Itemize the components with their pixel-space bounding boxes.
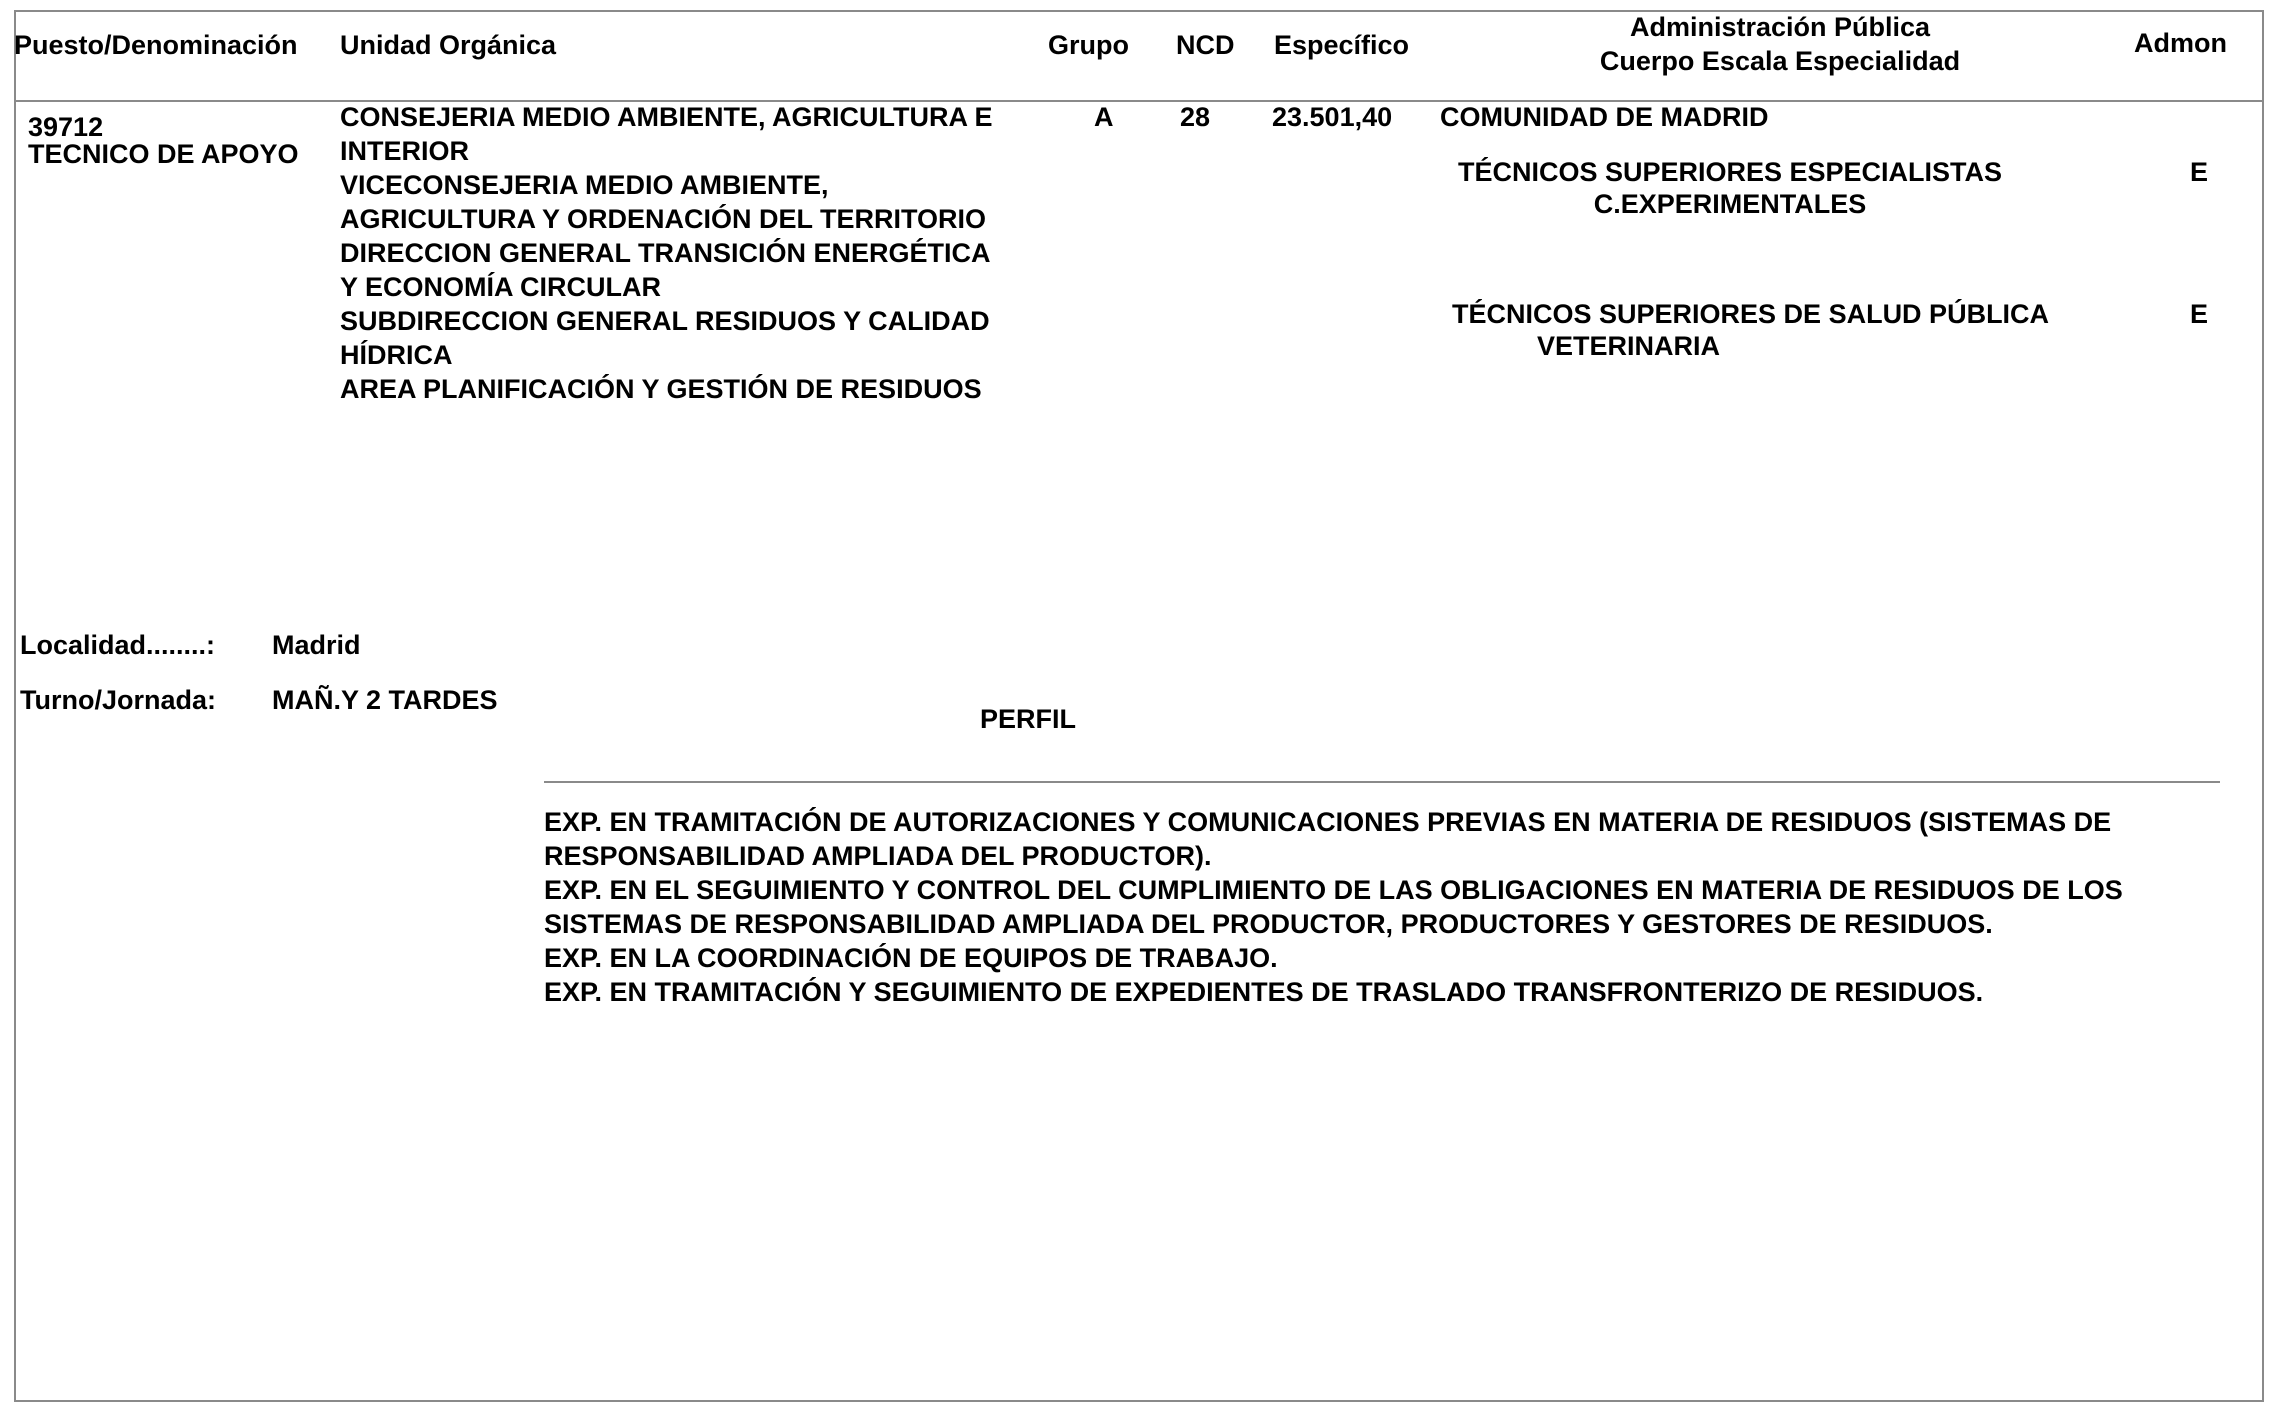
cuerpo-entry-2 [1452, 297, 2049, 361]
turno-label: Turno/Jornada: [20, 685, 217, 715]
unidad-line: HÍDRICA [340, 340, 453, 370]
cuerpo-entry-1 [1410, 155, 2050, 219]
unidad-line: AGRICULTURA Y ORDENACIÓN DEL TERRITORIO [340, 204, 987, 234]
unidad-organica [340, 100, 993, 406]
unidad-line: CONSEJERIA MEDIO AMBIENTE, AGRICULTURA E [340, 102, 993, 132]
record-ncd: 28 [1180, 102, 1211, 132]
perfil-line: EXP. EN LA COORDINACIÓN DE EQUIPOS DE TRABAJO. [544, 943, 1278, 973]
record-especifico: 23.501,40 [1272, 102, 1393, 132]
header-ncd: NCD [1176, 30, 1235, 60]
header-admon: Admon [2134, 28, 2227, 58]
unidad-line: SUBDIRECCION GENERAL RESIDUOS Y CALIDAD [340, 306, 990, 336]
cuerpo-line2: C.EXPERIMENTALES [1593, 189, 1867, 219]
header-grupo: Grupo [1048, 30, 1129, 60]
cuerpo-admon-2: E [2190, 299, 2209, 329]
localidad-label: Localidad........: [20, 630, 216, 660]
cuerpo-line2: VETERINARIA [1537, 331, 1721, 361]
perfil-line: EXP. EN TRAMITACIÓN Y SEGUIMIENTO DE EXPEDIENTES DE TRASLADO TRANSFRONTERIZO DE RESIDUOS. [544, 977, 1984, 1007]
cuerpo-line1: TÉCNICOS SUPERIORES DE SALUD PÚBLICA [1452, 299, 2050, 329]
perfil-line: SISTEMAS DE RESPONSABILIDAD AMPLIADA DEL PRODUCTOR, PRODUCTORES Y GESTORES DE RESIDUOS. [544, 909, 1993, 939]
header-administracion [1560, 10, 2000, 78]
cuerpo-admon-1: E [2190, 157, 2209, 187]
cuerpo-line1: TÉCNICOS SUPERIORES ESPECIALISTAS [1457, 157, 2003, 187]
header-puesto: Puesto/Denominación [14, 30, 298, 60]
perfil-divider [544, 781, 2220, 783]
record-denominacion: TECNICO DE APOYO [28, 139, 299, 169]
record-administracion: COMUNIDAD DE MADRID [1440, 102, 1769, 132]
record-grupo: A [1094, 102, 1114, 132]
record-code: 39712 [28, 112, 104, 142]
header-admin-line2: Cuerpo Escala Especialidad [1599, 46, 1961, 76]
perfil-title: PERFIL [980, 704, 1077, 734]
perfil-line: RESPONSABILIDAD AMPLIADA DEL PRODUCTOR). [544, 841, 1212, 871]
unidad-line: INTERIOR [340, 136, 470, 166]
turno-value: MAÑ.Y 2 TARDES [272, 685, 498, 715]
unidad-line: AREA PLANIFICACIÓN Y GESTIÓN DE RESIDUOS [340, 374, 982, 404]
unidad-line: VICECONSEJERIA MEDIO AMBIENTE, [340, 170, 829, 200]
perfil-body [544, 805, 2123, 1009]
header-unidad: Unidad Orgánica [340, 30, 557, 60]
header-especifico: Específico [1274, 30, 1410, 60]
unidad-line: DIRECCION GENERAL TRANSICIÓN ENERGÉTICA [340, 238, 991, 268]
localidad-value: Madrid [272, 630, 361, 660]
perfil-line: EXP. EN TRAMITACIÓN DE AUTORIZACIONES Y COMUNICACIONES PREVIAS EN MATERIA DE RESIDUOS (SISTEMAS DE [544, 807, 2112, 837]
perfil-line: EXP. EN EL SEGUIMIENTO Y CONTROL DEL CUMPLIMIENTO DE LAS OBLIGACIONES EN MATERIA DE RESIDUOS DE LOS [544, 875, 2123, 905]
unidad-line: Y ECONOMÍA CIRCULAR [340, 272, 662, 302]
header-admin-line1: Administración Pública [1629, 12, 1931, 42]
